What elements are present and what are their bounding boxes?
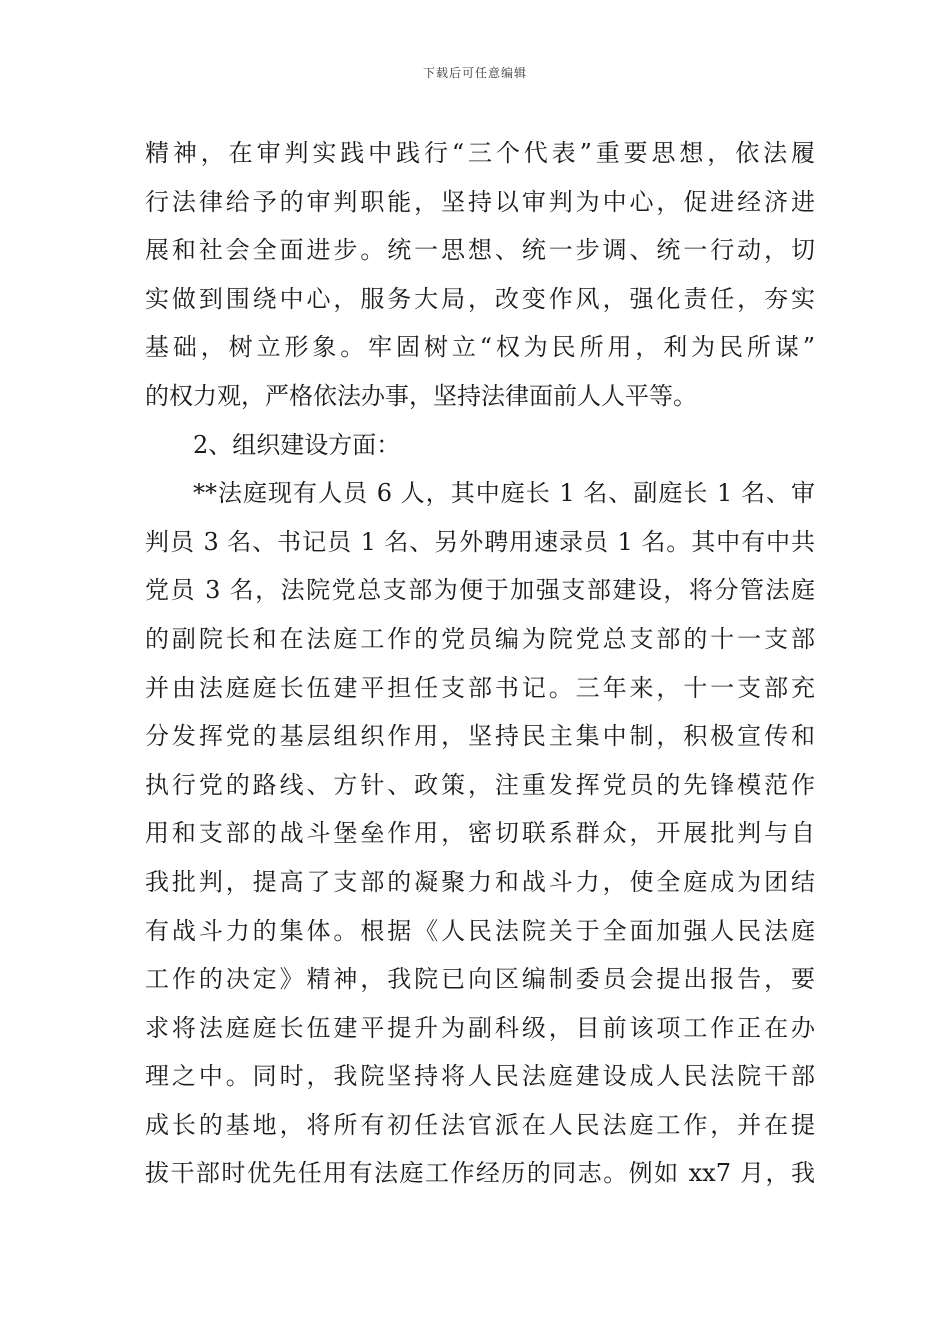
text-line: 有战斗力的集体。根据《人民法院关于全面加强人民法庭 xyxy=(145,916,815,945)
text-line: 我批判，提高了支部的凝聚力和战斗力，使全庭成为团结 xyxy=(145,867,815,896)
text-line: 分发挥党的基层组织作用，坚持民主集中制，积极宣传和 xyxy=(145,722,815,751)
text-line: 基础，树立形象。牢固树立“权为民所用，利为民所谋” xyxy=(145,333,815,362)
text-line: 执行党的路线、方针、政策，注重发挥党员的先锋模范作 xyxy=(145,770,815,799)
text-line: 用和支部的战斗堡垒作用，密切联系群众，开展批判与自 xyxy=(145,819,815,848)
text-line: 的副院长和在法庭工作的党员编为院党总支部的十一支部 xyxy=(145,624,815,653)
text-line: 判员 3 名、书记员 1 名、另外聘用速录员 1 名。其中有中共 xyxy=(145,527,815,556)
section-heading: 2、组织建设方面： xyxy=(193,430,401,459)
text-line: 理之中。同时，我院坚持将人民法庭建设成人民法院干部 xyxy=(145,1062,815,1091)
text-line: 求将法庭庭长伍建平提升为副科级，目前该项工作正在办 xyxy=(145,1013,815,1042)
text-line: 成长的基地，将所有初任法官派在人民法庭工作，并在提 xyxy=(145,1110,815,1139)
text-line: 实做到围绕中心，服务大局，改变作风，强化责任，夯实 xyxy=(145,284,815,313)
text-line: 行法律给予的审判职能，坚持以审判为中心，促进经济进 xyxy=(145,187,815,216)
document-body xyxy=(145,129,815,1198)
text-line: 党员 3 名，法院党总支部为便于加强支部建设，将分管法庭 xyxy=(145,576,815,605)
text-line: 工作的决定》精神，我院已向区编制委员会提出报告，要 xyxy=(145,965,815,994)
page-header: 下载后可任意编辑 xyxy=(422,66,527,80)
text-line: **法庭现有人员 6 人，其中庭长 1 名、副庭长 1 名、审 xyxy=(193,479,815,508)
text-line: 精神，在审判实践中践行“三个代表”重要思想，依法履 xyxy=(145,139,815,167)
text-line: 展和社会全面进步。统一思想、统一步调、统一行动，切 xyxy=(145,236,815,265)
text-line: 拔干部时优先任用有法庭工作经历的同志。例如 xx7 月，我 xyxy=(145,1159,815,1188)
text-line: 的权力观，严格依法办事，坚持法律面前人人平等。 xyxy=(145,381,697,410)
text-line: 并由法庭庭长伍建平担任支部书记。三年来，十一支部充 xyxy=(145,673,815,702)
